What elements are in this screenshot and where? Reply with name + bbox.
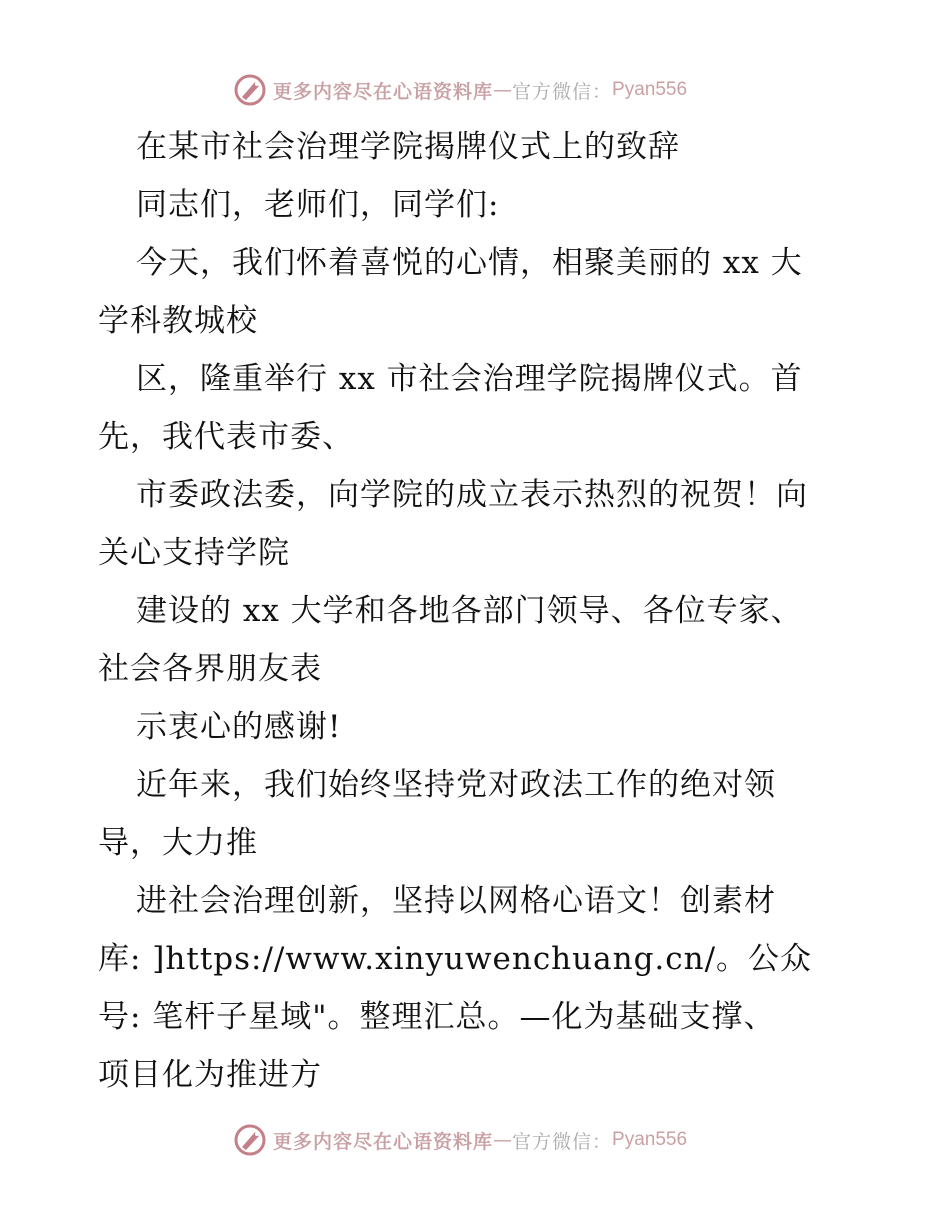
document-title: 在某市社会治理学院揭牌仪式上的致辞 [136,129,680,165]
text-line: 今天，我们怀着喜悦的心情，相聚美丽的 xx 大 [136,245,803,281]
text-line: 先，我代表市委、 [98,419,354,455]
text-line: 示衷心的感谢! [136,709,342,745]
pen-nib-circle-logo-icon [233,73,267,107]
banner-brand-text: 更多内容尽在心语资料库 [273,1130,494,1153]
banner-brand-text: 更多内容尽在心语资料库 [273,80,494,103]
text-line: 区，隆重举行 xx 市社会治理学院揭牌仪式。首 [136,361,803,397]
text-line: 市委政法委，向学院的成立表示热烈的祝贺！向 [136,477,808,513]
pen-nib-circle-logo-icon [233,1123,267,1157]
text-line: 近年来，我们始终坚持党对政法工作的绝对领 [136,767,776,803]
header-watermark-banner [233,70,723,110]
footer-watermark-banner [233,1120,723,1160]
text-line: 建设的 xx 大学和各地各部门领导、各位专家、 [136,593,803,629]
text-line: 社会各界朋友表 [98,651,322,687]
text-line: 进社会治理创新，坚持以网格心语文！创素材 [136,883,776,919]
text-line: 库: ]https://www.xinyuwenchuang.cn/。公众 [98,941,813,977]
banner-dash: — [493,79,513,101]
text-line: 关心支持学院 [98,535,290,571]
banner-wechat-label: 官方微信： [512,1130,613,1153]
banner-wechat-id: Pyan556 [612,1129,688,1150]
banner-wechat-id: Pyan556 [612,79,688,100]
text-line: 项目化为推进方 [98,1057,322,1093]
text-line: 学科教城校 [98,303,258,339]
banner-wechat-label: 官方微信： [512,80,613,103]
text-line: 同志们，老师们，同学们: [136,187,500,223]
text-line: 导，大力推 [98,825,258,861]
text-line: 号: 笔杆子星域"。整理汇总。—化为基础支撑、 [98,999,776,1035]
banner-dash: — [493,1129,513,1151]
